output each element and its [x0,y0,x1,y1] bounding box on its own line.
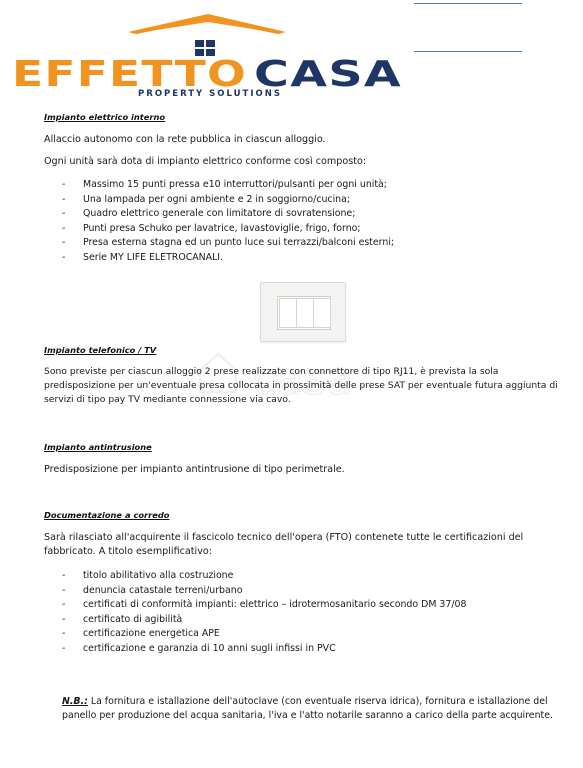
switch-plate [277,296,331,330]
list-documentazione [62,569,466,657]
header-rule-top [414,3,522,4]
list-item: - certificazione energetica APE [62,627,466,642]
list-item: - certificato di agibilità [62,613,466,628]
note-paragraph [62,695,562,723]
list-item: - Serie MY LIFE ELETROCANALI. [62,251,394,266]
paragraph-telefonico: Sono previste per ciascun alloggio 2 prese realizzate con connettore di tipo RJ11, è prevista la sola predisposizione per un'eventuale presa collocata in prossimità delle prese SAT per eventuale futura aggiunta di servizi di tipo pay TV mediante connessione via cavo. [44,366,558,405]
paragraph-allaccio: Allaccio autonomo con la rete pubblica in ciascun alloggio. [44,134,326,145]
effetto-casa-logo [10,12,405,98]
logo-tagline: PROPERTY SOLUTIONS [138,89,282,98]
section-title-documentazione: Documentazione a corredo [44,510,170,520]
paragraph-ogni-unita: Ogni unità sarà dota di impianto elettrico conforme così composto: [44,156,367,167]
section-title-impianto-elettrico: Impianto elettrico interno [44,112,166,122]
svg-text:casa: casa [252,354,354,405]
list-item: - Punti presa Schuko per lavatrice, lavastoviglie, frigo, forno; [62,222,394,237]
switch-key [313,298,331,328]
switch-key [279,298,297,328]
note-text: La fornitura e istallazione dell'autoclave (con eventuale riserva idrica), fornitura e istallazione del panello per produzione del acqua sanitaria, l'iva e l'atto notarile saranno a carico della parte acquirente. [62,696,553,721]
list-item: - Presa esterna stagna ed un punto luce sui terrazzi/balconi esterni; [62,236,394,251]
svg-text:EFFETTO: EFFETTO [12,54,248,95]
note-label: N.B.: [62,696,88,707]
list-item: - denuncia catastale terreni/urbano [62,584,466,599]
list-item: - Una lampada per ogni ambiente e 2 in soggiorno/cucina; [62,193,394,208]
svg-text:CASA: CASA [254,54,402,95]
list-item: - Quadro elettrico generale con limitatore di sovratensione; [62,207,394,222]
paragraph-documentazione: Sarà rilasciato all'acquirente il fascicolo tecnico dell'opera (FTO) contenete tutte le certificazioni del fabbricato. A titolo esemplificativo: [44,532,524,557]
list-item: - certificati di conformità impianti: elettrico – idrotermosanitario secondo DM 37/08 [62,598,466,613]
list-item: - titolo abilitativo alla costruzione [62,569,466,584]
section-title-impianto-antintrusione: Impianto antintrusione [44,442,152,452]
list-item: - certificazione e garanzia di 10 anni sugli infissi in PVC [62,642,466,657]
list-impianto-elettrico [62,178,394,266]
light-switch-image [260,282,346,342]
header-rule-bottom [414,51,522,52]
switch-key [296,298,314,328]
paragraph-antintrusione: Predisposizione per impianto antintrusione di tipo perimetrale. [44,464,345,475]
list-item: - Massimo 15 punti pressa e10 interruttori/pulsanti per ogni unità; [62,178,394,193]
section-title-impianto-telefonico: Impianto telefonico / TV [44,345,157,355]
